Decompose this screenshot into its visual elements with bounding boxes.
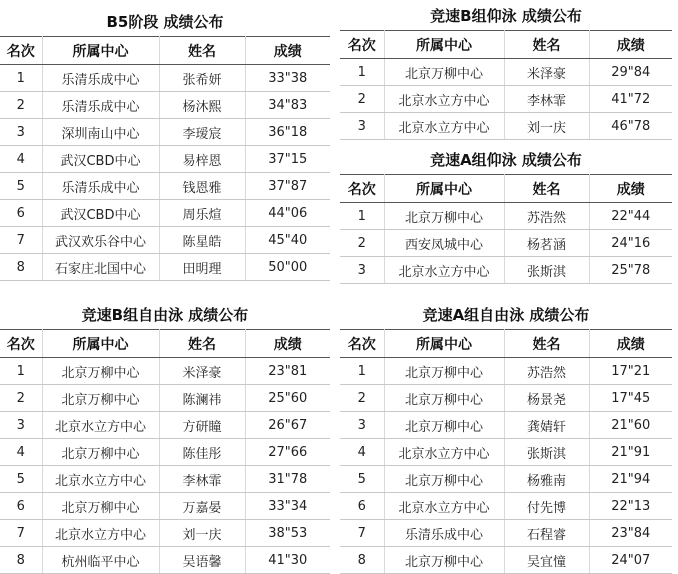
result-cell: 21"91 bbox=[589, 439, 672, 466]
result-cell: 21"60 bbox=[589, 412, 672, 439]
table-row bbox=[340, 59, 672, 86]
name-cell: 张斯淇 bbox=[504, 439, 589, 466]
result-cell: 50"00 bbox=[245, 254, 330, 281]
b5-results-panel bbox=[0, 8, 330, 281]
b-freestyle-table bbox=[0, 329, 330, 574]
rank-cell: 1 bbox=[340, 203, 384, 230]
table-header-row bbox=[340, 31, 672, 59]
b-freestyle-panel bbox=[0, 301, 330, 574]
center-cell: 北京万柳中心 bbox=[384, 59, 504, 86]
center-cell: 乐清乐成中心 bbox=[42, 92, 159, 119]
rank-cell: 7 bbox=[0, 227, 42, 254]
name-cell: 吴宜憧 bbox=[504, 547, 589, 574]
rank-cell: 1 bbox=[0, 65, 42, 92]
name-cell: 钱恩雅 bbox=[159, 173, 245, 200]
rank-cell: 4 bbox=[0, 146, 42, 173]
table-row bbox=[0, 173, 330, 200]
result-cell: 24"16 bbox=[589, 230, 672, 257]
result-cell: 17"45 bbox=[589, 385, 672, 412]
table-row bbox=[0, 439, 330, 466]
center-cell: 北京万柳中心 bbox=[384, 385, 504, 412]
table-row bbox=[340, 358, 672, 385]
table-row bbox=[0, 146, 330, 173]
table-row bbox=[0, 520, 330, 547]
rank-cell: 7 bbox=[0, 520, 42, 547]
table-row bbox=[0, 412, 330, 439]
table-row bbox=[340, 547, 672, 574]
rank-cell: 3 bbox=[0, 412, 42, 439]
b-backstroke-title: 竞速B组仰泳 成绩公布 bbox=[430, 7, 582, 25]
result-cell: 46"78 bbox=[589, 113, 672, 140]
rank-cell: 7 bbox=[340, 520, 384, 547]
name-cell: 杨雅南 bbox=[504, 466, 589, 493]
center-header: 所属中心 bbox=[42, 37, 159, 65]
name-cell: 杨沐熙 bbox=[159, 92, 245, 119]
b-freestyle-title: 竞速B组自由泳 成绩公布 bbox=[81, 306, 249, 324]
result-cell: 41"30 bbox=[245, 547, 330, 574]
rank-cell: 1 bbox=[340, 59, 384, 86]
center-cell: 北京水立方中心 bbox=[384, 439, 504, 466]
table-row bbox=[340, 86, 672, 113]
rank-cell: 2 bbox=[340, 86, 384, 113]
table-row bbox=[0, 385, 330, 412]
result-cell: 22"13 bbox=[589, 493, 672, 520]
result-cell: 37"87 bbox=[245, 173, 330, 200]
center-cell: 北京万柳中心 bbox=[42, 439, 159, 466]
table-header-row bbox=[340, 175, 672, 203]
a-freestyle-panel bbox=[340, 301, 672, 574]
rank-header: 名次 bbox=[340, 175, 384, 203]
center-cell: 北京万柳中心 bbox=[384, 358, 504, 385]
center-cell: 北京万柳中心 bbox=[384, 466, 504, 493]
result-cell: 23"84 bbox=[589, 520, 672, 547]
table-row bbox=[0, 119, 330, 146]
result-cell: 25"60 bbox=[245, 385, 330, 412]
center-cell: 乐清乐成中心 bbox=[42, 173, 159, 200]
rank-cell: 5 bbox=[340, 466, 384, 493]
result-header: 成绩 bbox=[589, 330, 672, 358]
table-row bbox=[0, 358, 330, 385]
result-cell: 27"66 bbox=[245, 439, 330, 466]
table-row bbox=[340, 493, 672, 520]
table-row bbox=[0, 254, 330, 281]
result-cell: 44"06 bbox=[245, 200, 330, 227]
name-header: 姓名 bbox=[504, 330, 589, 358]
a-backstroke-panel bbox=[340, 146, 672, 284]
b-backstroke-table bbox=[340, 30, 672, 140]
name-cell: 陈澜祎 bbox=[159, 385, 245, 412]
table-row bbox=[340, 466, 672, 493]
name-cell: 刘一庆 bbox=[159, 520, 245, 547]
center-cell: 武汉CBD中心 bbox=[42, 146, 159, 173]
a-freestyle-table bbox=[340, 329, 672, 574]
result-cell: 33"38 bbox=[245, 65, 330, 92]
center-cell: 深圳南山中心 bbox=[42, 119, 159, 146]
rank-header: 名次 bbox=[0, 330, 42, 358]
result-cell: 29"84 bbox=[589, 59, 672, 86]
rank-cell: 2 bbox=[340, 385, 384, 412]
center-cell: 北京万柳中心 bbox=[42, 493, 159, 520]
result-cell: 41"72 bbox=[589, 86, 672, 113]
name-cell: 付先博 bbox=[504, 493, 589, 520]
b5-results-title: B5阶段 成绩公布 bbox=[106, 13, 224, 31]
name-cell: 陈佳彤 bbox=[159, 439, 245, 466]
name-cell: 张斯淇 bbox=[504, 257, 589, 284]
name-cell: 李林霏 bbox=[504, 86, 589, 113]
b5-results-table bbox=[0, 36, 330, 281]
table-row bbox=[340, 385, 672, 412]
result-cell: 31"78 bbox=[245, 466, 330, 493]
center-cell: 杭州临平中心 bbox=[42, 547, 159, 574]
name-header: 姓名 bbox=[159, 330, 245, 358]
rank-cell: 4 bbox=[340, 439, 384, 466]
rank-cell: 3 bbox=[340, 257, 384, 284]
table-header-row bbox=[0, 37, 330, 65]
rank-cell: 2 bbox=[340, 230, 384, 257]
table-row bbox=[0, 200, 330, 227]
center-header: 所属中心 bbox=[42, 330, 159, 358]
center-cell: 北京万柳中心 bbox=[42, 358, 159, 385]
rank-cell: 3 bbox=[340, 113, 384, 140]
rank-cell: 1 bbox=[340, 358, 384, 385]
result-cell: 23"81 bbox=[245, 358, 330, 385]
name-header: 姓名 bbox=[504, 31, 589, 59]
name-cell: 龚婧轩 bbox=[504, 412, 589, 439]
name-cell: 杨景尧 bbox=[504, 385, 589, 412]
result-header: 成绩 bbox=[589, 175, 672, 203]
rank-cell: 3 bbox=[340, 412, 384, 439]
result-cell: 21"94 bbox=[589, 466, 672, 493]
center-cell: 乐清乐成中心 bbox=[384, 520, 504, 547]
rank-cell: 2 bbox=[0, 92, 42, 119]
rank-cell: 1 bbox=[0, 358, 42, 385]
center-cell: 北京水立方中心 bbox=[42, 412, 159, 439]
table-header-row bbox=[340, 330, 672, 358]
table-row bbox=[0, 65, 330, 92]
table-row bbox=[340, 412, 672, 439]
rank-header: 名次 bbox=[0, 37, 42, 65]
name-cell: 米泽豪 bbox=[159, 358, 245, 385]
center-cell: 北京万柳中心 bbox=[384, 203, 504, 230]
name-cell: 李瑷宸 bbox=[159, 119, 245, 146]
name-header: 姓名 bbox=[504, 175, 589, 203]
b-backstroke-panel bbox=[340, 2, 672, 140]
rank-cell: 6 bbox=[0, 200, 42, 227]
name-cell: 石程睿 bbox=[504, 520, 589, 547]
name-cell: 易梓恩 bbox=[159, 146, 245, 173]
name-cell: 刘一庆 bbox=[504, 113, 589, 140]
center-header: 所属中心 bbox=[384, 175, 504, 203]
name-cell: 张希妍 bbox=[159, 65, 245, 92]
name-cell: 李林霏 bbox=[159, 466, 245, 493]
center-cell: 石家庄北国中心 bbox=[42, 254, 159, 281]
center-header: 所属中心 bbox=[384, 330, 504, 358]
table-row bbox=[340, 439, 672, 466]
rank-cell: 6 bbox=[340, 493, 384, 520]
name-cell: 杨茗涵 bbox=[504, 230, 589, 257]
rank-cell: 3 bbox=[0, 119, 42, 146]
result-cell: 24"07 bbox=[589, 547, 672, 574]
center-cell: 西安凤城中心 bbox=[384, 230, 504, 257]
result-header: 成绩 bbox=[589, 31, 672, 59]
result-header: 成绩 bbox=[245, 330, 330, 358]
name-cell: 苏浩然 bbox=[504, 358, 589, 385]
center-cell: 北京万柳中心 bbox=[384, 412, 504, 439]
a-freestyle-title: 竞速A组自由泳 成绩公布 bbox=[422, 306, 590, 324]
center-cell: 北京万柳中心 bbox=[42, 385, 159, 412]
table-header-row bbox=[0, 330, 330, 358]
rank-cell: 6 bbox=[0, 493, 42, 520]
result-cell: 34"83 bbox=[245, 92, 330, 119]
name-cell: 万嘉晏 bbox=[159, 493, 245, 520]
table-row bbox=[0, 466, 330, 493]
table-row bbox=[340, 203, 672, 230]
center-cell: 武汉欢乐谷中心 bbox=[42, 227, 159, 254]
result-cell: 37"15 bbox=[245, 146, 330, 173]
center-cell: 北京水立方中心 bbox=[384, 113, 504, 140]
result-cell: 25"78 bbox=[589, 257, 672, 284]
table-row bbox=[0, 92, 330, 119]
rank-cell: 8 bbox=[0, 254, 42, 281]
result-cell: 33"34 bbox=[245, 493, 330, 520]
name-cell: 吴语馨 bbox=[159, 547, 245, 574]
rank-cell: 5 bbox=[0, 466, 42, 493]
rank-cell: 2 bbox=[0, 385, 42, 412]
center-header: 所属中心 bbox=[384, 31, 504, 59]
center-cell: 北京水立方中心 bbox=[384, 493, 504, 520]
rank-header: 名次 bbox=[340, 330, 384, 358]
table-row bbox=[0, 547, 330, 574]
center-cell: 武汉CBD中心 bbox=[42, 200, 159, 227]
rank-header: 名次 bbox=[340, 31, 384, 59]
table-row bbox=[340, 230, 672, 257]
result-cell: 26"67 bbox=[245, 412, 330, 439]
rank-cell: 8 bbox=[0, 547, 42, 574]
table-row bbox=[0, 493, 330, 520]
result-cell: 38"53 bbox=[245, 520, 330, 547]
rank-cell: 8 bbox=[340, 547, 384, 574]
result-header: 成绩 bbox=[245, 37, 330, 65]
rank-cell: 4 bbox=[0, 439, 42, 466]
center-cell: 北京水立方中心 bbox=[384, 86, 504, 113]
center-cell: 北京水立方中心 bbox=[384, 257, 504, 284]
center-cell: 北京万柳中心 bbox=[384, 547, 504, 574]
table-row bbox=[340, 257, 672, 284]
rank-cell: 5 bbox=[0, 173, 42, 200]
name-cell: 苏浩然 bbox=[504, 203, 589, 230]
result-cell: 17"21 bbox=[589, 358, 672, 385]
table-row bbox=[0, 227, 330, 254]
name-cell: 米泽豪 bbox=[504, 59, 589, 86]
result-cell: 36"18 bbox=[245, 119, 330, 146]
a-backstroke-table bbox=[340, 174, 672, 284]
name-cell: 陈星皓 bbox=[159, 227, 245, 254]
table-row bbox=[340, 113, 672, 140]
name-cell: 田明理 bbox=[159, 254, 245, 281]
table-row bbox=[340, 520, 672, 547]
center-cell: 北京水立方中心 bbox=[42, 466, 159, 493]
a-backstroke-title: 竞速A组仰泳 成绩公布 bbox=[430, 151, 582, 169]
name-header: 姓名 bbox=[159, 37, 245, 65]
result-cell: 22"44 bbox=[589, 203, 672, 230]
center-cell: 北京水立方中心 bbox=[42, 520, 159, 547]
name-cell: 方研瞳 bbox=[159, 412, 245, 439]
result-cell: 45"40 bbox=[245, 227, 330, 254]
name-cell: 周乐煊 bbox=[159, 200, 245, 227]
center-cell: 乐清乐成中心 bbox=[42, 65, 159, 92]
